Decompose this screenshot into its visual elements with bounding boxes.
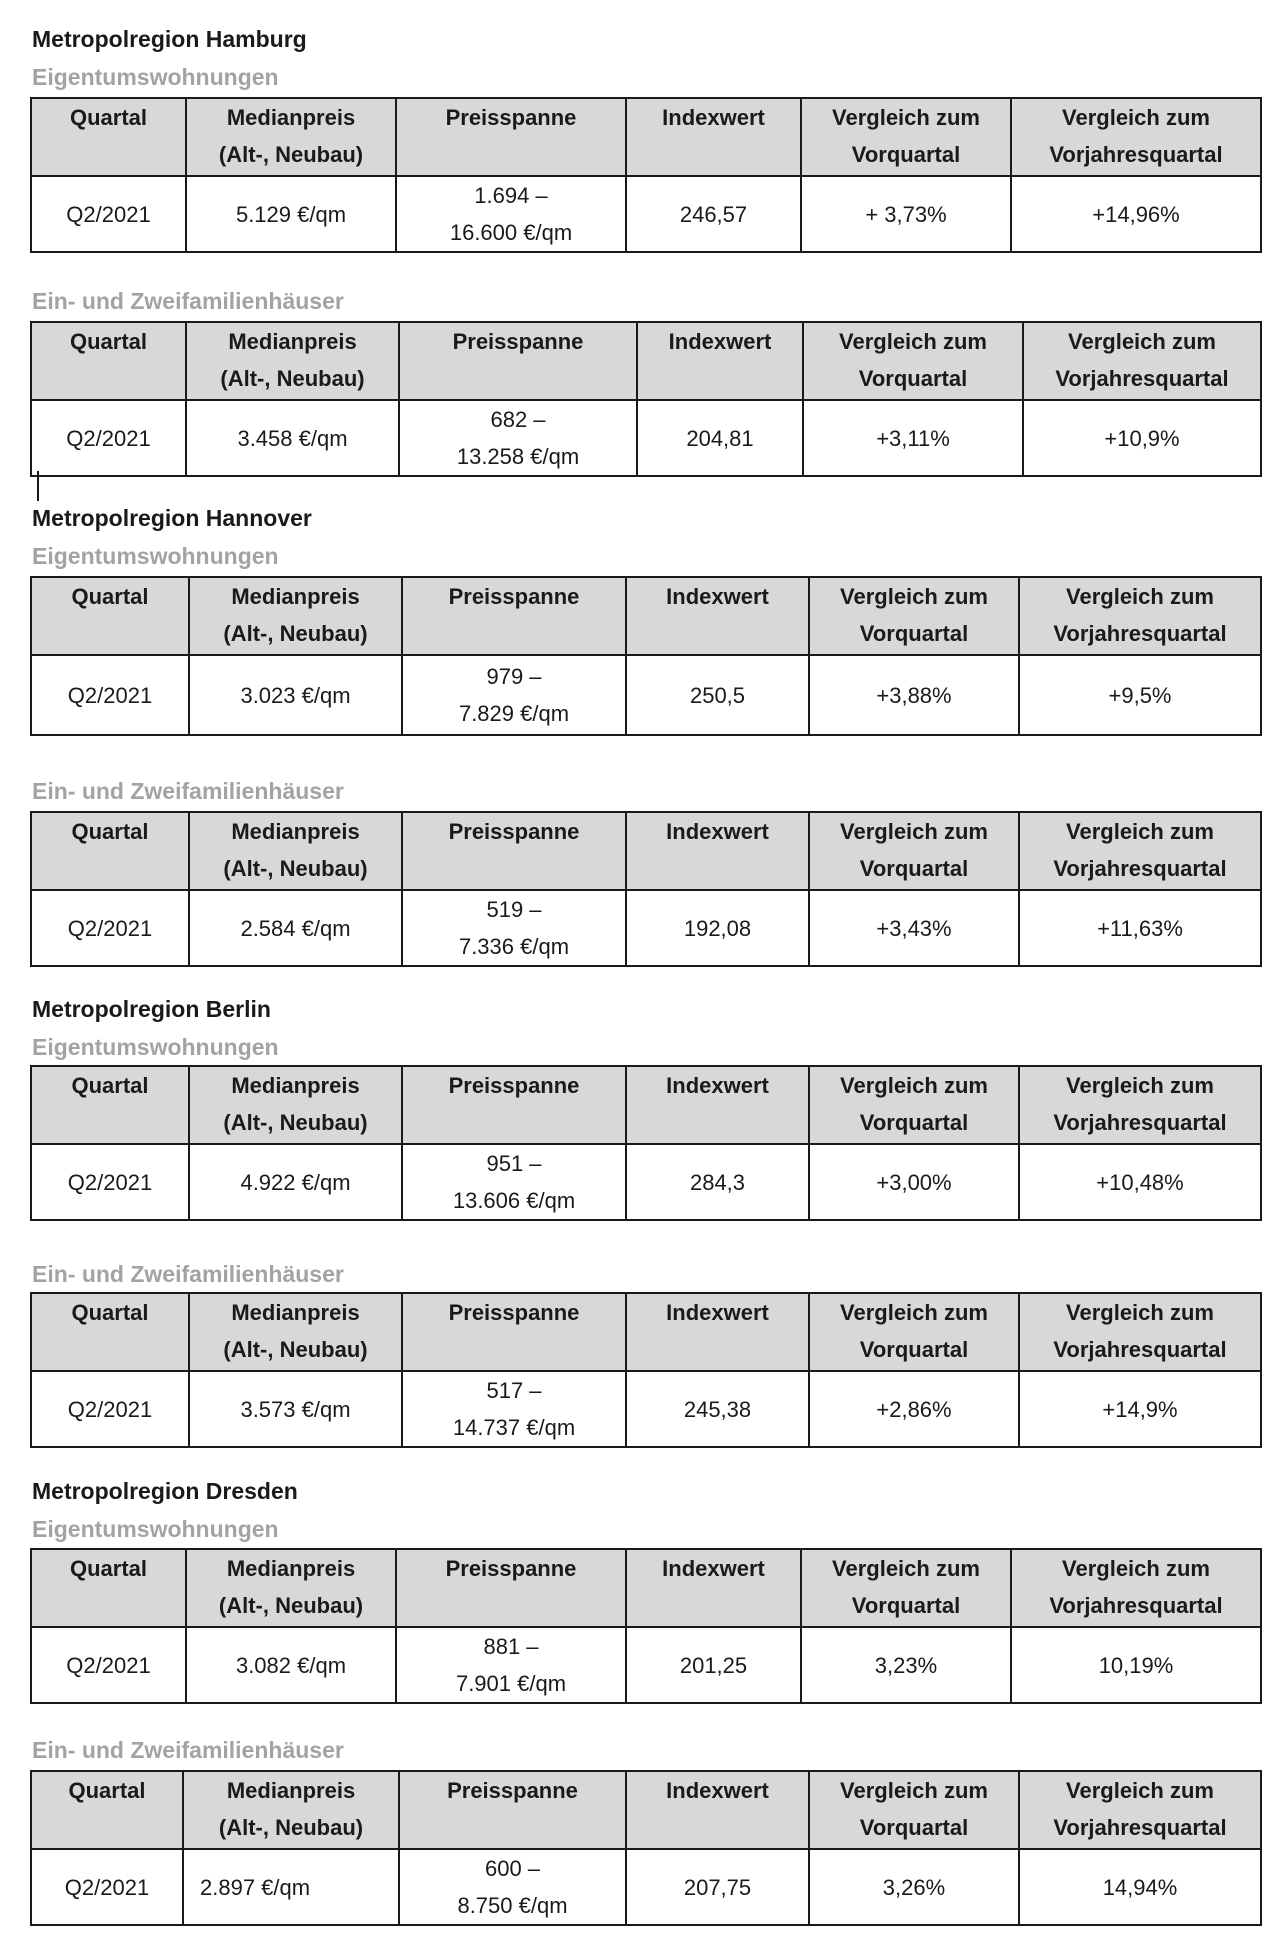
cell-quartal: Q2/2021 [31, 1627, 186, 1703]
header-vergleich-vorjahresquartal: Vergleich zum Vorjahresquartal [1019, 1771, 1261, 1849]
table-row [31, 1627, 1261, 1703]
table-row [31, 400, 1261, 476]
cell-preisspanne: 600 – 8.750 €/qm [399, 1849, 626, 1925]
header-quartal: Quartal [31, 1293, 189, 1371]
table-header-row [31, 1771, 1261, 1849]
cell-vergleich-vorjahresquartal: +11,63% [1019, 890, 1261, 966]
header-preisspanne: Preisspanne [396, 98, 626, 176]
cell-quartal: Q2/2021 [31, 1849, 183, 1925]
cell-preisspanne: 682 – 13.258 €/qm [399, 400, 637, 476]
subtitle-dresden-einfamilienhaeuser: Ein- und Zweifamilienhäuser [32, 1737, 344, 1763]
table-row [31, 890, 1261, 966]
cell-indexwert: 250,5 [626, 655, 809, 735]
cell-indexwert: 246,57 [626, 176, 801, 252]
text-cursor [37, 471, 39, 501]
header-quartal: Quartal [31, 1066, 189, 1144]
cell-quartal: Q2/2021 [31, 176, 186, 252]
header-vergleich-vorquartal: Vergleich zum Vorquartal [809, 577, 1019, 655]
header-indexwert: Indexwert [626, 577, 809, 655]
cell-vergleich-vorjahresquartal: +10,9% [1023, 400, 1261, 476]
header-indexwert: Indexwert [626, 1293, 809, 1371]
cell-medianpreis: 2.897 €/qm [183, 1849, 399, 1925]
header-vergleich-vorquartal: Vergleich zum Vorquartal [809, 812, 1019, 890]
table-row [31, 1144, 1261, 1220]
header-indexwert: Indexwert [626, 1549, 801, 1627]
cell-quartal: Q2/2021 [31, 1371, 189, 1447]
cell-quartal: Q2/2021 [31, 655, 189, 735]
cell-vergleich-vorquartal: 3,23% [801, 1627, 1011, 1703]
header-vergleich-vorquartal: Vergleich zum Vorquartal [801, 1549, 1011, 1627]
header-vergleich-vorjahresquartal: Vergleich zum Vorjahresquartal [1019, 1066, 1261, 1144]
cell-vergleich-vorquartal: +3,43% [809, 890, 1019, 966]
cell-vergleich-vorquartal: +3,88% [809, 655, 1019, 735]
cell-vergleich-vorjahresquartal: +14,96% [1011, 176, 1261, 252]
cell-medianpreis: 2.584 €/qm [189, 890, 402, 966]
cell-preisspanne: 519 – 7.336 €/qm [402, 890, 626, 966]
cell-indexwert: 245,38 [626, 1371, 809, 1447]
header-medianpreis: Medianpreis (Alt-, Neubau) [189, 577, 402, 655]
header-vergleich-vorquartal: Vergleich zum Vorquartal [809, 1771, 1019, 1849]
header-medianpreis: Medianpreis (Alt-, Neubau) [186, 322, 399, 400]
header-preisspanne: Preisspanne [399, 1771, 626, 1849]
header-medianpreis: Medianpreis (Alt-, Neubau) [183, 1771, 399, 1849]
cell-vergleich-vorquartal: +2,86% [809, 1371, 1019, 1447]
header-preisspanne: Preisspanne [396, 1549, 626, 1627]
cell-medianpreis: 3.458 €/qm [186, 400, 399, 476]
cell-vergleich-vorquartal: +3,11% [803, 400, 1023, 476]
subtitle-hannover-einfamilienhaeuser: Ein- und Zweifamilienhäuser [32, 778, 344, 804]
header-vergleich-vorjahresquartal: Vergleich zum Vorjahresquartal [1011, 98, 1261, 176]
header-vergleich-vorquartal: Vergleich zum Vorquartal [809, 1293, 1019, 1371]
header-preisspanne: Preisspanne [402, 577, 626, 655]
table-header-row [31, 812, 1261, 890]
header-vergleich-vorquartal: Vergleich zum Vorquartal [809, 1066, 1019, 1144]
header-indexwert: Indexwert [626, 812, 809, 890]
header-indexwert: Indexwert [626, 1771, 809, 1849]
subtitle-berlin-einfamilienhaeuser: Ein- und Zweifamilienhäuser [32, 1261, 344, 1287]
table-hamburg-eigentumswohnungen [30, 97, 1262, 253]
subtitle-hamburg-einfamilienhaeuser: Ein- und Zweifamilienhäuser [32, 288, 344, 314]
table-row [31, 1371, 1261, 1447]
table-dresden-eigentumswohnungen [30, 1548, 1262, 1704]
header-vergleich-vorjahresquartal: Vergleich zum Vorjahresquartal [1019, 577, 1261, 655]
cell-vergleich-vorjahresquartal: +14,9% [1019, 1371, 1261, 1447]
table-hannover-einfamilienhaeuser [30, 811, 1262, 967]
header-preisspanne: Preisspanne [402, 1293, 626, 1371]
header-medianpreis: Medianpreis (Alt-, Neubau) [189, 1293, 402, 1371]
subtitle-hamburg-eigentumswohnungen: Eigentumswohnungen [32, 64, 279, 90]
cell-preisspanne: 881 – 7.901 €/qm [396, 1627, 626, 1703]
header-indexwert: Indexwert [626, 1066, 809, 1144]
subtitle-hannover-eigentumswohnungen: Eigentumswohnungen [32, 543, 279, 569]
header-quartal: Quartal [31, 98, 186, 176]
cell-preisspanne: 517 – 14.737 €/qm [402, 1371, 626, 1447]
table-header-row [31, 1066, 1261, 1144]
header-quartal: Quartal [31, 1549, 186, 1627]
header-indexwert: Indexwert [637, 322, 803, 400]
table-berlin-einfamilienhaeuser [30, 1292, 1262, 1448]
header-vergleich-vorjahresquartal: Vergleich zum Vorjahresquartal [1019, 812, 1261, 890]
region-title-hamburg: Metropolregion Hamburg [32, 26, 307, 52]
cell-medianpreis: 3.082 €/qm [186, 1627, 396, 1703]
cell-vergleich-vorjahresquartal: +10,48% [1019, 1144, 1261, 1220]
header-quartal: Quartal [31, 322, 186, 400]
header-indexwert: Indexwert [626, 98, 801, 176]
header-preisspanne: Preisspanne [402, 812, 626, 890]
cell-preisspanne: 1.694 – 16.600 €/qm [396, 176, 626, 252]
header-quartal: Quartal [31, 1771, 183, 1849]
cell-vergleich-vorjahresquartal: 14,94% [1019, 1849, 1261, 1925]
table-header-row [31, 1293, 1261, 1371]
table-header-row [31, 1549, 1261, 1627]
header-medianpreis: Medianpreis (Alt-, Neubau) [186, 1549, 396, 1627]
cell-quartal: Q2/2021 [31, 890, 189, 966]
table-header-row [31, 577, 1261, 655]
header-quartal: Quartal [31, 577, 189, 655]
cell-vergleich-vorquartal: 3,26% [809, 1849, 1019, 1925]
header-medianpreis: Medianpreis (Alt-, Neubau) [189, 812, 402, 890]
cell-medianpreis: 3.573 €/qm [189, 1371, 402, 1447]
cell-quartal: Q2/2021 [31, 400, 186, 476]
header-preisspanne: Preisspanne [399, 322, 637, 400]
cell-vergleich-vorjahresquartal: +9,5% [1019, 655, 1261, 735]
header-quartal: Quartal [31, 812, 189, 890]
table-dresden-einfamilienhaeuser [30, 1770, 1262, 1926]
header-vergleich-vorjahresquartal: Vergleich zum Vorjahresquartal [1023, 322, 1261, 400]
table-hamburg-einfamilienhaeuser [30, 321, 1262, 477]
header-medianpreis: Medianpreis (Alt-, Neubau) [186, 98, 396, 176]
table-row [31, 1849, 1261, 1925]
header-vergleich-vorquartal: Vergleich zum Vorquartal [803, 322, 1023, 400]
header-preisspanne: Preisspanne [402, 1066, 626, 1144]
header-vergleich-vorquartal: Vergleich zum Vorquartal [801, 98, 1011, 176]
cell-vergleich-vorjahresquartal: 10,19% [1011, 1627, 1261, 1703]
table-header-row [31, 98, 1261, 176]
cell-indexwert: 192,08 [626, 890, 809, 966]
cell-preisspanne: 951 – 13.606 €/qm [402, 1144, 626, 1220]
header-vergleich-vorjahresquartal: Vergleich zum Vorjahresquartal [1019, 1293, 1261, 1371]
header-vergleich-vorjahresquartal: Vergleich zum Vorjahresquartal [1011, 1549, 1261, 1627]
subtitle-berlin-eigentumswohnungen: Eigentumswohnungen [32, 1034, 279, 1060]
cell-quartal: Q2/2021 [31, 1144, 189, 1220]
header-medianpreis: Medianpreis (Alt-, Neubau) [189, 1066, 402, 1144]
region-title-hannover: Metropolregion Hannover [32, 505, 312, 531]
cell-indexwert: 207,75 [626, 1849, 809, 1925]
cell-medianpreis: 5.129 €/qm [186, 176, 396, 252]
cell-vergleich-vorquartal: + 3,73% [801, 176, 1011, 252]
cell-indexwert: 201,25 [626, 1627, 801, 1703]
table-row [31, 655, 1261, 735]
table-berlin-eigentumswohnungen [30, 1065, 1262, 1221]
region-title-dresden: Metropolregion Dresden [32, 1478, 298, 1504]
table-row [31, 176, 1261, 252]
table-hannover-eigentumswohnungen [30, 576, 1262, 736]
cell-indexwert: 204,81 [637, 400, 803, 476]
region-title-berlin: Metropolregion Berlin [32, 996, 271, 1022]
table-header-row [31, 322, 1261, 400]
cell-medianpreis: 3.023 €/qm [189, 655, 402, 735]
subtitle-dresden-eigentumswohnungen: Eigentumswohnungen [32, 1516, 279, 1542]
cell-vergleich-vorquartal: +3,00% [809, 1144, 1019, 1220]
cell-medianpreis: 4.922 €/qm [189, 1144, 402, 1220]
cell-indexwert: 284,3 [626, 1144, 809, 1220]
cell-preisspanne: 979 – 7.829 €/qm [402, 655, 626, 735]
